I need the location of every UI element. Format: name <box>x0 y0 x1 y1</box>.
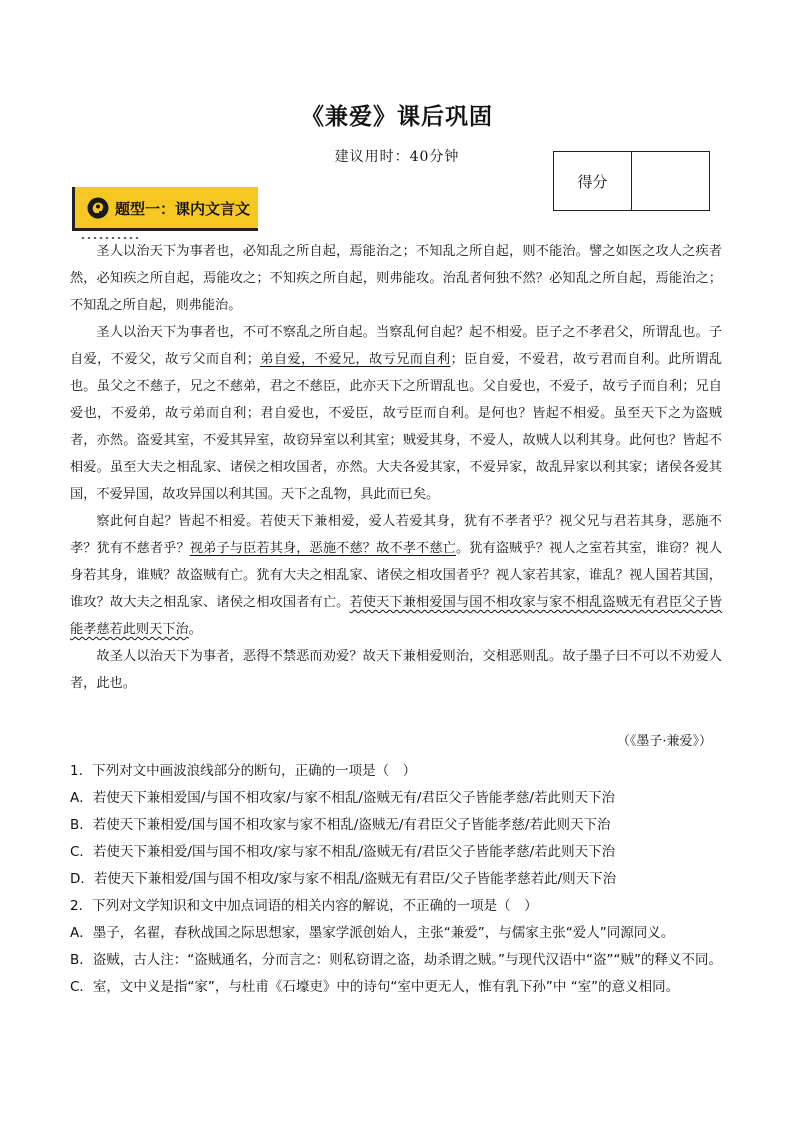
p2-text-a: 圣人以治天下为事者也，不可不察乱之所自起。当察乱何自起？起不相爱。臣子之不孝君父，所谓乱也。子自爱，不爱父，故亏父而自利； <box>70 325 722 367</box>
suggested-time: 建议用时：40分钟 <box>334 149 460 165</box>
brain-head-icon <box>87 197 109 219</box>
score-label: 得分 <box>554 152 632 211</box>
question-1-option-a[interactable]: A．若使天下兼相爱国/与国不相攻家/与家不相乱/盗贼无有/君臣父子皆能孝慈/若此则天下治 <box>70 790 615 806</box>
passage-paragraph-1: 圣人以治天下为事者也，必知乱之所自起，焉能治之；不知乱之所自起，则不能治。譬之如医之攻人之疾者然，必知疾之所自起，焉能攻之；不知疾之所自起，则弗能攻。治乱者何独不然？必知乱之所自起，焉能治之；不知乱之所自起，则弗能治。 <box>70 244 722 313</box>
score-box <box>553 151 710 211</box>
p2-underlined: 弟自爱，不爱兄，故亏兄而自利 <box>259 352 451 367</box>
p2-text-b: ；臣自爱，不爱君，故亏君而自利。此所谓乱也。虽父之不慈子，兄之不慈弟，君之不慈臣，此亦天下之所谓乱也。父自爱也，不爱子，故亏子而自利；兄自爱也，不爱弟，故亏弟而自利；君自爱也，不爱臣，故亏臣而自利。是何也？皆起不相爱。虽至天下之为盗贼者，亦然。盗爱其室，不爱其异室，故窃异室以利其室；贼爱其身，不爱人，故贼人以利其身。此何也？皆起不相爱。虽至大夫之相乱家、诸侯之相攻国者，亦然。大夫各爱其家，不爱异家，故乱异家以利其家；诸侯各爱其国，不爱异国，故攻异国以利其国。天下之乱物，具此而已矣。 <box>70 352 723 502</box>
passage-paragraph-3 <box>70 508 722 643</box>
section-banner-label: 题型一：课内文言文 <box>115 200 251 218</box>
question-2-option-b[interactable]: B．盗贼，古人注：“盗贼通名，分而言之：则私窃谓之盗，劫杀谓之贼。”与现代汉语中“盗”“贼”的释义不同。 <box>70 952 722 968</box>
score-value[interactable] <box>632 152 710 211</box>
classical-passage <box>70 238 722 697</box>
questions <box>70 758 722 1001</box>
question-1: 1．下列对文中画波浪线部分的断句，正确的一项是（ ） <box>70 763 417 779</box>
p3-text-b: 。犹有盗贼乎？视人之室若其室，谁窃？视人身若其身，谁贼？故盗贼有亡。犹有大夫之相乱家、诸侯之相攻国者乎？视人家若其家，谁乱？视人国若其国，谁攻？故大夫之相乱家、诸侯之相攻国者有亡。 <box>70 541 723 610</box>
question-2-option-c[interactable]: C．室，文中义是指“家”，与杜甫《石壕吏》中的诗句“室中更无人，惟有乳下孙”中 “室”的意义相同。 <box>70 979 680 995</box>
p3-wavy-underlined: 若使天下兼相爱国与国不相攻家与家不相乱盗贼无有君臣父子皆能孝慈若此则天下治 <box>70 595 723 637</box>
question-1-option-d[interactable]: D．若使天下兼相爱/国与国不相攻/家与家不相乱/盗贼无有君臣/父子皆能孝慈若此/则天下治 <box>70 871 617 887</box>
page-title: 《兼爱》课后巩固 <box>301 104 493 130</box>
section-banner <box>72 187 258 231</box>
section-banner-body <box>72 187 258 231</box>
question-2-option-a[interactable]: A．墨子，名翟，春秋战国之际思想家，墨家学派创始人，主张“兼爱”，与儒家主张“爱人”同源同义。 <box>70 925 675 941</box>
question-1-option-c[interactable]: C．若使天下兼相爱/国与国不相攻/家与家不相乱/盗贼无有/君臣父子皆能孝慈/若此则天下治 <box>70 844 616 860</box>
p3-text-end: 。 <box>188 622 202 637</box>
question-1-option-b[interactable]: B．若使天下兼相爱/国与国不相攻家与家不相乱/盗贼无/有君臣父子皆能孝慈/若此则天下治 <box>70 817 611 833</box>
p3-underlined: 视弟子与臣若其身，恶施不慈？故不孝不慈亡 <box>189 541 456 556</box>
passage-paragraph-4: 故圣人以治天下为事者，恶得不禁恶而劝爱？故天下兼相爱则治，交相恶则乱。故子墨子曰不可以不劝爱人者，此也。 <box>70 649 722 691</box>
passage-source: （《墨子·兼爱》） <box>616 734 712 749</box>
p3-text-a: 察此何自起？皆起不相爱。若使天下兼相爱，爱人若爱其身，犹有不孝者乎？视父兄与君若其身，恶施不孝？犹有不慈者乎？ <box>70 514 722 556</box>
passage-paragraph-2 <box>70 319 722 508</box>
question-2: 2．下列对文学知识和文中加点词语的相关内容的解说，不正确的一项是（ ） <box>70 898 538 914</box>
